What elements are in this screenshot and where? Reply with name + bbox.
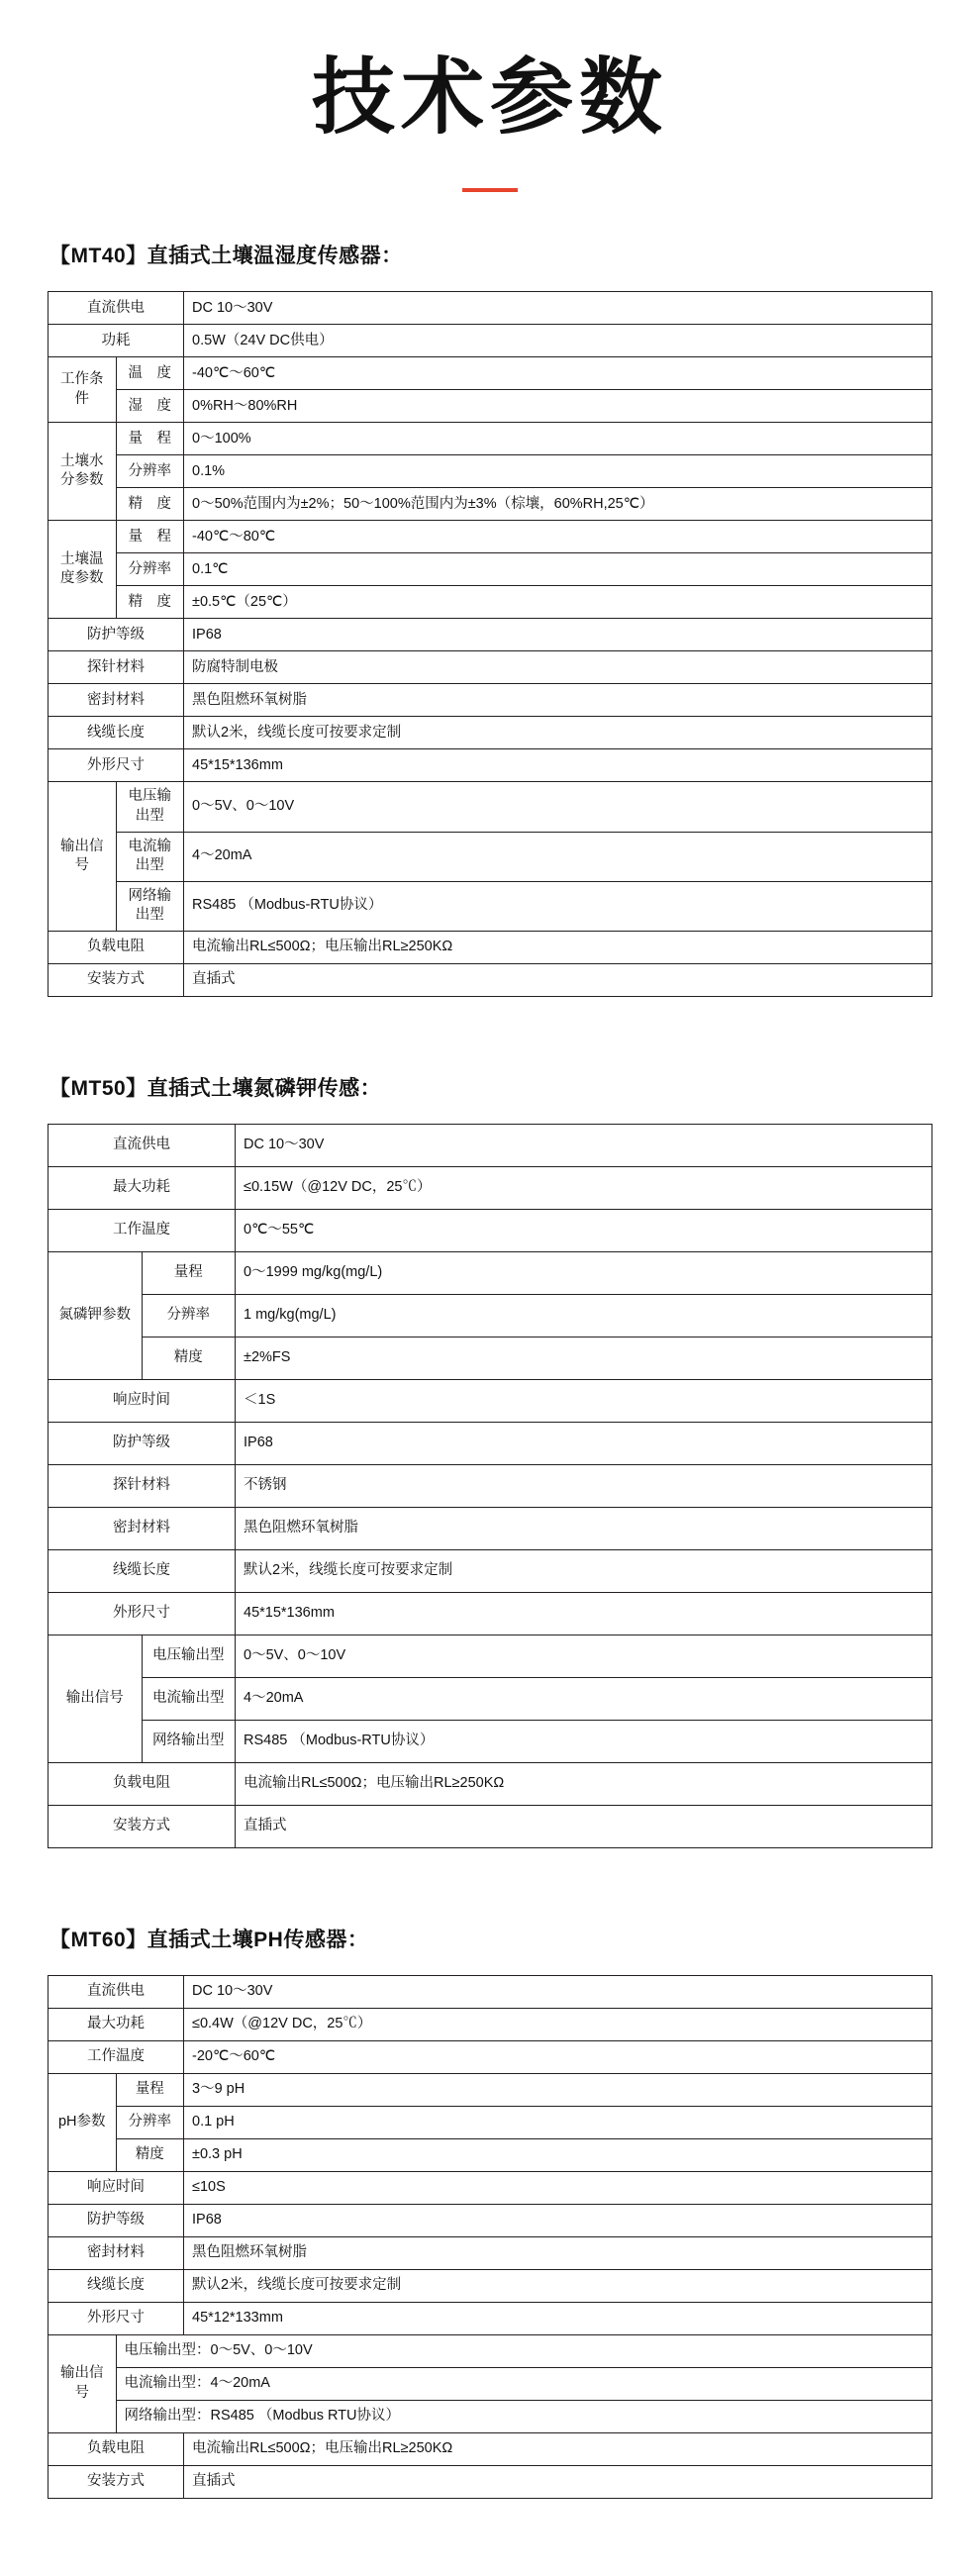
- row-value: 默认2米，线缆长度可按要求定制: [184, 717, 932, 749]
- row-sublabel: 分辨率: [116, 455, 184, 488]
- table-row: [49, 1337, 932, 1379]
- row-label: 输出信号: [49, 782, 117, 931]
- row-label: 直流供电: [49, 292, 184, 325]
- row-sublabel: 量程: [142, 1251, 236, 1294]
- row-label: 输出信号: [49, 1635, 143, 1762]
- accent-rule: [462, 188, 518, 192]
- row-label: 外形尺寸: [49, 1592, 236, 1635]
- table-row: [49, 1635, 932, 1677]
- row-label: 直流供电: [49, 1124, 236, 1166]
- table-row: [49, 1720, 932, 1762]
- table-row: [49, 1592, 932, 1635]
- table-row: [49, 2138, 932, 2171]
- table-row: [49, 782, 932, 832]
- row-label: 最大功耗: [49, 1166, 236, 1209]
- table-row: [49, 2040, 932, 2073]
- row-value: ≤10S: [184, 2171, 932, 2204]
- row-value: ≤0.15W（@12V DC，25℃）: [236, 1166, 932, 1209]
- row-label: 负载电阻: [49, 1762, 236, 1805]
- row-label: 防护等级: [49, 1422, 236, 1464]
- row-value: 防腐特制电极: [184, 651, 932, 684]
- row-label: 密封材料: [49, 2236, 184, 2269]
- table-row: [49, 2236, 932, 2269]
- row-value: IP68: [184, 2204, 932, 2236]
- row-value: 0.1 pH: [184, 2106, 932, 2138]
- row-label: 防护等级: [49, 2204, 184, 2236]
- row-value: 直插式: [184, 963, 932, 996]
- row-label: 最大功耗: [49, 2008, 184, 2040]
- table-row: [49, 749, 932, 782]
- table-row: [49, 1762, 932, 1805]
- table-row: [49, 325, 932, 357]
- row-value: 电流输出RL≤500Ω；电压输出RL≥250KΩ: [184, 2432, 932, 2465]
- row-label: 土壤温度参数: [49, 521, 117, 619]
- row-sublabel: 网络输出型: [142, 1720, 236, 1762]
- row-value: 0～5V、0～10V: [236, 1635, 932, 1677]
- table-row: [49, 1464, 932, 1507]
- row-value: 0～1999 mg/kg(mg/L): [236, 1251, 932, 1294]
- row-value: -40℃～80℃: [184, 521, 932, 553]
- row-value: 黑色阻燃环氧树脂: [236, 1507, 932, 1549]
- row-value: 默认2米，线缆长度可按要求定制: [236, 1549, 932, 1592]
- table-row: [49, 2432, 932, 2465]
- spec-table-mt40: [48, 291, 932, 996]
- row-label: 响应时间: [49, 2171, 184, 2204]
- row-value: -40℃～60℃: [184, 357, 932, 390]
- table-row: [49, 1379, 932, 1422]
- row-value: RS485 （Modbus-RTU协议）: [236, 1720, 932, 1762]
- row-value: ±2%FS: [236, 1337, 932, 1379]
- table-row: [49, 1209, 932, 1251]
- row-value: 1 mg/kg(mg/L): [236, 1294, 932, 1337]
- section-heading-mt40: 【MT40】直插式土壤温湿度传感器：: [49, 245, 403, 268]
- table-row: [49, 390, 932, 423]
- table-row: [49, 684, 932, 717]
- row-value: ±0.3 pH: [184, 2138, 932, 2171]
- row-sublabel: 精 度: [116, 488, 184, 521]
- row-value: -20℃～60℃: [184, 2040, 932, 2073]
- table-row: [49, 619, 932, 651]
- title-divider: [48, 188, 932, 192]
- table-row: [49, 881, 932, 931]
- row-value: 3～9 pH: [184, 2073, 932, 2106]
- table-row: [49, 1422, 932, 1464]
- table-row: [49, 1507, 932, 1549]
- table-row: [49, 963, 932, 996]
- table-row: [49, 553, 932, 586]
- row-sublabel: 精度: [116, 2138, 184, 2171]
- row-label: 响应时间: [49, 1379, 236, 1422]
- row-label: 探针材料: [49, 651, 184, 684]
- row-value: IP68: [236, 1422, 932, 1464]
- row-sublabel: 分辨率: [116, 2106, 184, 2138]
- row-sublabel: 精 度: [116, 586, 184, 619]
- row-label: 负载电阻: [49, 2432, 184, 2465]
- row-value: ＜1S: [236, 1379, 932, 1422]
- table-row: [49, 521, 932, 553]
- table-row: [49, 1294, 932, 1337]
- row-label: 安装方式: [49, 2465, 184, 2498]
- row-value: 4～20mA: [184, 832, 932, 881]
- table-row: [49, 1166, 932, 1209]
- row-value: 45*15*136mm: [184, 749, 932, 782]
- row-label: 线缆长度: [49, 717, 184, 749]
- row-value: 0～5V、0～10V: [184, 782, 932, 832]
- table-row: [49, 292, 932, 325]
- spec-table-mt50: [48, 1124, 932, 1848]
- row-sublabel: 电流输出型: [116, 832, 184, 881]
- row-label: 土壤水分参数: [49, 423, 117, 521]
- table-row: [49, 586, 932, 619]
- table-row: [49, 1549, 932, 1592]
- row-value: ±0.5℃（25℃）: [184, 586, 932, 619]
- row-label: 外形尺寸: [49, 749, 184, 782]
- row-sublabel: 量程: [116, 2073, 184, 2106]
- row-value: 0%RH～80%RH: [184, 390, 932, 423]
- row-value: 网络输出型：RS485 （Modbus RTU协议）: [116, 2400, 932, 2432]
- table-row: [49, 651, 932, 684]
- row-label: 输出信号: [49, 2334, 117, 2432]
- table-row: [49, 488, 932, 521]
- table-row: [49, 423, 932, 455]
- table-row: [49, 1251, 932, 1294]
- row-value: 0.1℃: [184, 553, 932, 586]
- row-value: 电压输出型：0～5V、0～10V: [116, 2334, 932, 2367]
- section-heading-mt50: 【MT50】直插式土壤氮磷钾传感：: [49, 1076, 382, 1100]
- table-row: [49, 2465, 932, 2498]
- row-sublabel: 网络输出型: [116, 881, 184, 931]
- table-row: [49, 1677, 932, 1720]
- table-row: [49, 2073, 932, 2106]
- row-value: 默认2米，线缆长度可按要求定制: [184, 2269, 932, 2302]
- table-row: [49, 2302, 932, 2334]
- row-value: ≤0.4W（@12V DC，25℃）: [184, 2008, 932, 2040]
- section-mt40: [48, 240, 932, 996]
- row-value: DC 10～30V: [184, 292, 932, 325]
- row-value: 0～100%: [184, 423, 932, 455]
- table-row: [49, 1975, 932, 2008]
- table-row: [49, 2269, 932, 2302]
- row-label: 负载电阻: [49, 931, 184, 963]
- table-row: [49, 2008, 932, 2040]
- row-label: 防护等级: [49, 619, 184, 651]
- row-value: 电流输出RL≤500Ω；电压输出RL≥250KΩ: [236, 1762, 932, 1805]
- row-label: 安装方式: [49, 1805, 236, 1847]
- row-sublabel: 精度: [142, 1337, 236, 1379]
- row-value: 黑色阻燃环氧树脂: [184, 684, 932, 717]
- row-sublabel: 分辨率: [142, 1294, 236, 1337]
- row-label: 探针材料: [49, 1464, 236, 1507]
- section-spacer: [48, 1866, 932, 1924]
- section-mt50: [48, 1072, 932, 1848]
- row-label: 外形尺寸: [49, 2302, 184, 2334]
- table-row: [49, 717, 932, 749]
- table-row: [49, 2106, 932, 2138]
- row-value: RS485 （Modbus-RTU协议）: [184, 881, 932, 931]
- row-sublabel: 量 程: [116, 521, 184, 553]
- row-sublabel: 湿 度: [116, 390, 184, 423]
- row-value: 直插式: [184, 2465, 932, 2498]
- row-label: 安装方式: [49, 963, 184, 996]
- row-value: 45*12*133mm: [184, 2302, 932, 2334]
- table-row: [49, 832, 932, 881]
- row-label: 密封材料: [49, 684, 184, 717]
- table-row: [49, 2400, 932, 2432]
- table-row: [49, 2204, 932, 2236]
- row-value: 45*15*136mm: [236, 1592, 932, 1635]
- row-value: 电流输出型：4～20mA: [116, 2367, 932, 2400]
- row-value: 0.1%: [184, 455, 932, 488]
- row-label: 氮磷钾参数: [49, 1251, 143, 1379]
- row-label: 功耗: [49, 325, 184, 357]
- row-sublabel: 温 度: [116, 357, 184, 390]
- section-mt60: [48, 1924, 932, 2499]
- row-sublabel: 量 程: [116, 423, 184, 455]
- row-value: 直插式: [236, 1805, 932, 1847]
- row-value: 不锈钢: [236, 1464, 932, 1507]
- row-value: DC 10～30V: [184, 1975, 932, 2008]
- row-value: 0.5W（24V DC供电）: [184, 325, 932, 357]
- page-title: 技术参数: [311, 50, 668, 144]
- row-label: 工作温度: [49, 2040, 184, 2073]
- section-heading-mt60: 【MT60】直插式土壤PH传感器：: [49, 1928, 369, 1951]
- row-sublabel: 电压输出型: [142, 1635, 236, 1677]
- row-value: 0～50%范围内为±2%；50～100%范围内为±3%（棕壤，60%RH,25℃）: [184, 488, 932, 521]
- row-label: 工作条件: [49, 357, 117, 423]
- row-sublabel: 电压输出型: [116, 782, 184, 832]
- row-label: pH参数: [49, 2073, 117, 2171]
- row-sublabel: 分辨率: [116, 553, 184, 586]
- row-value: DC 10～30V: [236, 1124, 932, 1166]
- table-row: [49, 2171, 932, 2204]
- table-row: [49, 1805, 932, 1847]
- row-label: 线缆长度: [49, 2269, 184, 2302]
- table-row: [49, 1124, 932, 1166]
- table-row: [49, 931, 932, 963]
- row-value: 0℃～55℃: [236, 1209, 932, 1251]
- row-value: IP68: [184, 619, 932, 651]
- row-label: 工作温度: [49, 1209, 236, 1251]
- row-value: 黑色阻燃环氧树脂: [184, 2236, 932, 2269]
- table-row: [49, 455, 932, 488]
- table-row: [49, 357, 932, 390]
- section-spacer: [48, 1015, 932, 1072]
- row-value: 4～20mA: [236, 1677, 932, 1720]
- spec-table-mt60: [48, 1975, 932, 2499]
- row-label: 密封材料: [49, 1507, 236, 1549]
- row-label: 直流供电: [49, 1975, 184, 2008]
- row-value: 电流输出RL≤500Ω；电压输出RL≥250KΩ: [184, 931, 932, 963]
- table-row: [49, 2367, 932, 2400]
- row-label: 线缆长度: [49, 1549, 236, 1592]
- row-sublabel: 电流输出型: [142, 1677, 236, 1720]
- table-row: [49, 2334, 932, 2367]
